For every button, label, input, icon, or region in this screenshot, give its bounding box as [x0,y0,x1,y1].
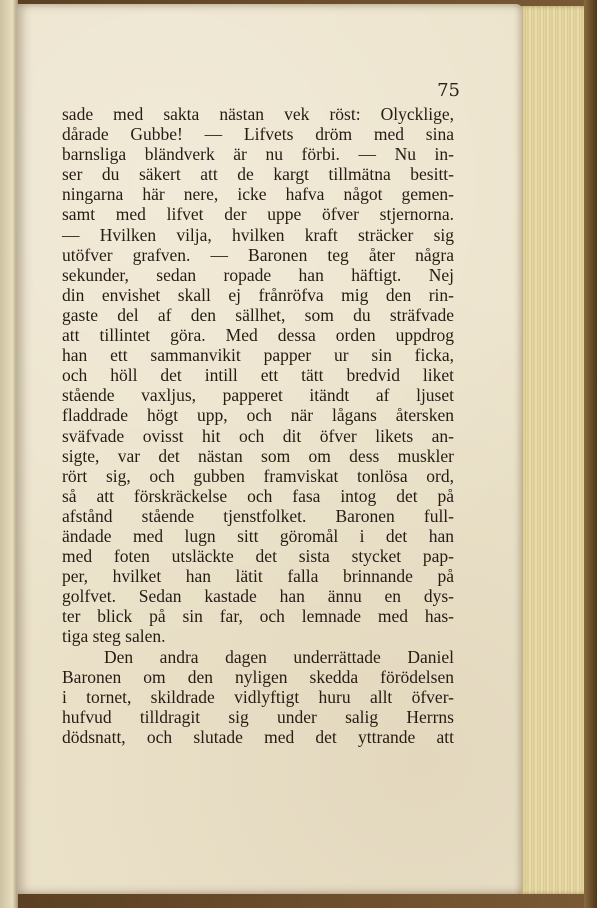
text-line: rört sig, och gubben framviskat tonlösa ord, [62,465,454,486]
text-line: per, hvilket han lätit falla brinnande på [62,566,454,587]
text-line: gaste del af den sällhet, som du sträfvade [62,304,454,325]
text-line: han ett sammanvikit papper ur sin ficka, [62,345,454,366]
book-cover-edge [584,0,597,908]
text-line: barnsliga bländverk är nu förbi. — Nu in- [62,144,454,165]
page-edges [520,6,584,894]
text-line: hufvud tilldragit sig under salig Herrns [62,706,454,727]
text-line: utöfver grafven. — Baronen teg åter några [62,244,454,265]
text-line: och höll det intill ett tätt bredvid liket [62,365,454,386]
page-text [62,104,454,747]
text-line: dårade Gubbe! — Lifvets dröm med sina [62,124,454,145]
text-line: Baronen om den nyligen skedda förödelsen [62,666,454,687]
text-line: ningarna här nere, icke hafva något gemen- [62,184,454,205]
text-line: ter blick på sin far, och lemnade med has- [62,606,454,627]
text-line: att tillintet göra. Med dessa orden uppdrog [62,325,454,346]
text-line: stående vaxljus, papperet itändt af ljuset [62,385,454,406]
text-line: samt med lifvet der uppe öfver stjernorna. [62,204,454,225]
text-line: sväfvade ovisst hit och dit öfver likets an- [62,425,454,446]
page-number: 75 [437,80,460,101]
text-line: sade med sakta nästan vek röst: Olycklige, [62,104,454,124]
text-line: tiga steg salen. [62,626,166,647]
text-line: golfvet. Sedan kastade han ännu en dys- [62,586,454,607]
text-line: ändade med lugn sitt göromål i det han [62,525,454,546]
text-line: dödsnatt, och slutade med det yttrande att [62,726,454,747]
text-line: afstånd stående tjenstfolket. Baronen full- [62,505,454,526]
text-line: i tornet, skildrade vidlyftigt huru allt öfver- [62,686,454,707]
text-line: din envishet skall ej frånröfva mig den rin- [62,284,454,305]
text-line: Den andra dagen underrättade Daniel [104,646,454,667]
text-line: — Hvilken vilja, hvilken kraft sträcker sig [62,224,454,245]
text-line: sigte, var det nästan som om dess muskler [62,445,454,466]
text-line: så att förskräckelse och fasa intog det på [62,485,454,506]
text-line: sekunder, sedan ropade han häftigt. Nej [62,264,454,285]
text-line: ser du säkert att de kargt tillmätna besitt- [62,164,454,185]
text-line: med foten utsläckte det sista stycket pap- [62,546,454,567]
text-line: fladdrade högt upp, och när lågans återsken [62,405,454,426]
